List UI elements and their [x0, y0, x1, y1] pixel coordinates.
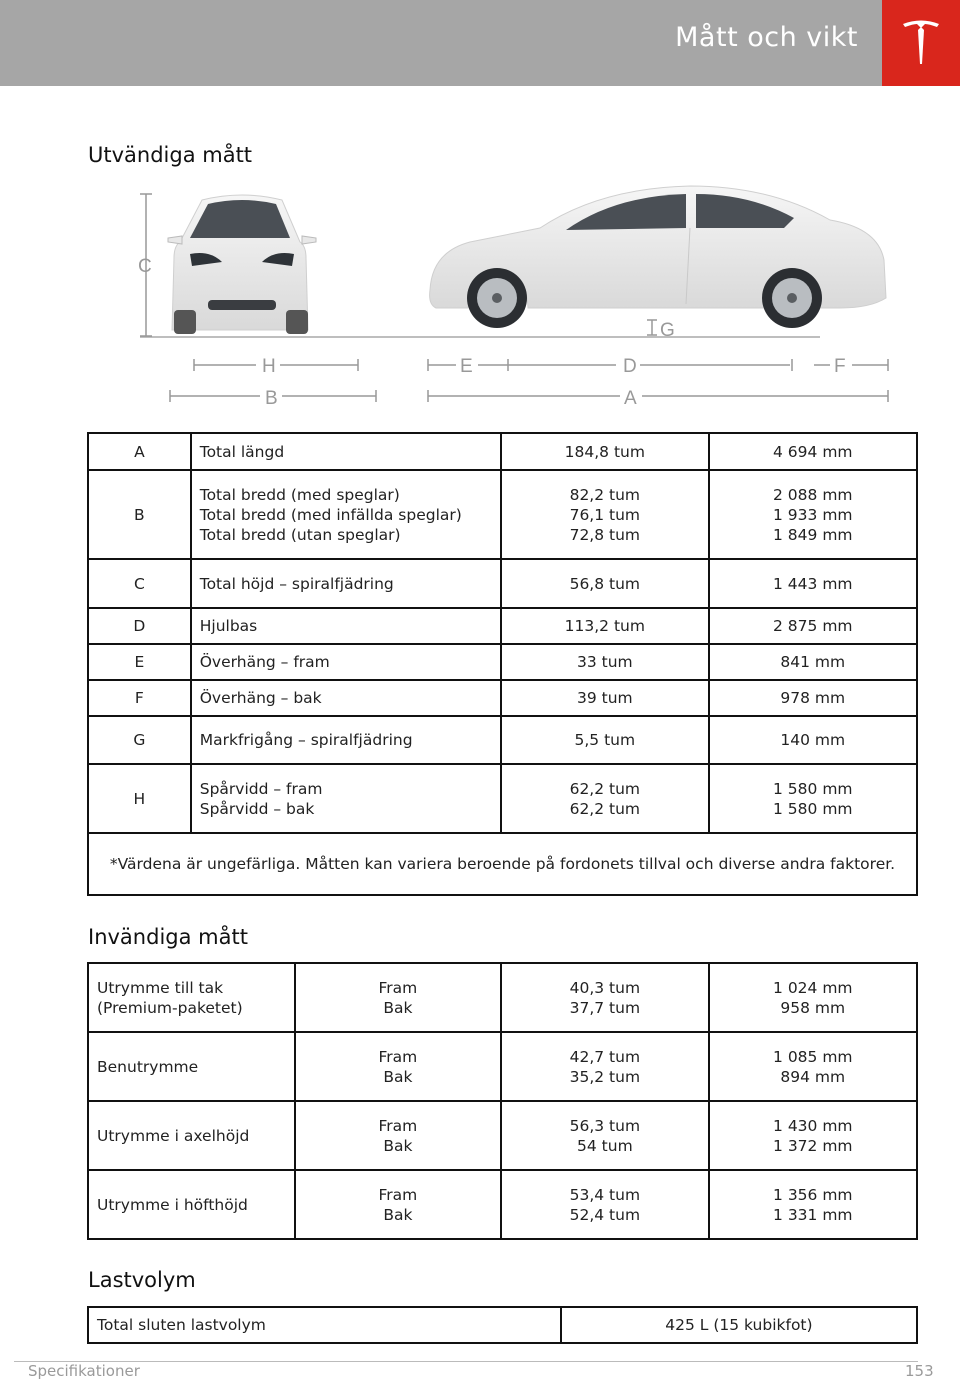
table-row [88, 470, 917, 559]
table-row [88, 1170, 917, 1239]
interior-label: Benutrymme [88, 1032, 295, 1101]
dim-code: C [88, 559, 191, 608]
dim-inch: 56,8 tum [501, 559, 708, 608]
table-row [88, 644, 917, 680]
dim-inch: 33 tum [501, 644, 708, 680]
dim-mm: 4 694 mm [709, 433, 917, 470]
table-row [88, 680, 917, 716]
table-note-row [88, 833, 917, 895]
dim-inch: 5,5 tum [501, 716, 708, 764]
dim-label-h: H [262, 356, 276, 377]
table-row [88, 1101, 917, 1170]
car-dimensions-diagram [130, 180, 900, 412]
dim-code: E [88, 644, 191, 680]
exterior-heading: Utvändiga mått [88, 143, 253, 167]
dim-label: Hjulbas [191, 608, 501, 644]
car-side-view [430, 186, 886, 328]
table-row [88, 963, 917, 1032]
dim-label-c: C [138, 256, 152, 277]
car-front-view [168, 195, 316, 334]
interior-position: Fram Bak [295, 1170, 501, 1239]
dim-label-g: G [660, 320, 675, 341]
table-row [88, 1307, 917, 1343]
interior-mm: 1 024 mm 958 mm [709, 963, 917, 1032]
dim-mm: 841 mm [709, 644, 917, 680]
dim-inch: 82,2 tum 76,1 tum 72,8 tum [501, 470, 708, 559]
page-title: Mått och vikt [675, 22, 858, 53]
table-row [88, 1032, 917, 1101]
interior-label: Utrymme i höfthöjd [88, 1170, 295, 1239]
table-row [88, 716, 917, 764]
dim-inch: 113,2 tum [501, 608, 708, 644]
interior-mm: 1 085 mm 894 mm [709, 1032, 917, 1101]
dim-inch: 39 tum [501, 680, 708, 716]
dim-code: H [88, 764, 191, 833]
table-row [88, 559, 917, 608]
dim-label: Total bredd (med speglar) Total bredd (med infällda speglar) Total bredd (utan speglar) [191, 470, 501, 559]
footer-divider [14, 1361, 918, 1362]
interior-position: Fram Bak [295, 1032, 501, 1101]
dim-inch: 62,2 tum 62,2 tum [501, 764, 708, 833]
interior-label: Utrymme till tak (Premium-paketet) [88, 963, 295, 1032]
dim-mm: 2 875 mm [709, 608, 917, 644]
interior-heading: Invändiga mått [88, 925, 248, 949]
cargo-label: Total sluten lastvolym [88, 1307, 561, 1343]
table-row [88, 608, 917, 644]
interior-dimensions-table [87, 962, 918, 1240]
dim-mm: 1 580 mm 1 580 mm [709, 764, 917, 833]
cargo-heading: Lastvolym [88, 1268, 196, 1292]
dim-label: Total längd [191, 433, 501, 470]
cargo-value: 425 L (15 kubikfot) [561, 1307, 917, 1343]
tesla-logo-icon [901, 18, 941, 66]
cargo-table [87, 1306, 918, 1344]
dim-mm: 140 mm [709, 716, 917, 764]
interior-inch: 42,7 tum 35,2 tum [501, 1032, 708, 1101]
tesla-logo [882, 0, 960, 86]
dim-label: Överhäng – fram [191, 644, 501, 680]
interior-mm: 1 430 mm 1 372 mm [709, 1101, 917, 1170]
table-row [88, 433, 917, 470]
dim-label: Total höjd – spiralfjädring [191, 559, 501, 608]
dim-mm: 2 088 mm 1 933 mm 1 849 mm [709, 470, 917, 559]
dim-label-b: B [265, 388, 278, 409]
interior-inch: 40,3 tum 37,7 tum [501, 963, 708, 1032]
dim-mm: 978 mm [709, 680, 917, 716]
dim-code: F [88, 680, 191, 716]
interior-position: Fram Bak [295, 963, 501, 1032]
interior-label: Utrymme i axelhöjd [88, 1101, 295, 1170]
dim-code: A [88, 433, 191, 470]
dim-inch: 184,8 tum [501, 433, 708, 470]
interior-inch: 53,4 tum 52,4 tum [501, 1170, 708, 1239]
dim-label-d: D [623, 356, 637, 377]
page-header [0, 0, 960, 86]
table-row [88, 764, 917, 833]
exterior-dimensions-table [87, 432, 918, 896]
dim-code: G [88, 716, 191, 764]
dim-label-a: A [624, 388, 637, 409]
interior-mm: 1 356 mm 1 331 mm [709, 1170, 917, 1239]
page-number: 153 [905, 1362, 934, 1380]
table-note: *Värdena är ungefärliga. Måtten kan variera beroende på fordonets tillval och diverse andra faktorer. [88, 833, 917, 895]
interior-position: Fram Bak [295, 1101, 501, 1170]
interior-inch: 56,3 tum 54 tum [501, 1101, 708, 1170]
dim-label: Överhäng – bak [191, 680, 501, 716]
dim-code: B [88, 470, 191, 559]
dim-label-f: F [834, 356, 846, 377]
dim-mm: 1 443 mm [709, 559, 917, 608]
footer-section: Specifikationer [28, 1362, 140, 1380]
dim-label: Spårvidd – fram Spårvidd – bak [191, 764, 501, 833]
dim-label-e: E [460, 356, 473, 377]
dim-code: D [88, 608, 191, 644]
dim-label: Markfrigång – spiralfjädring [191, 716, 501, 764]
